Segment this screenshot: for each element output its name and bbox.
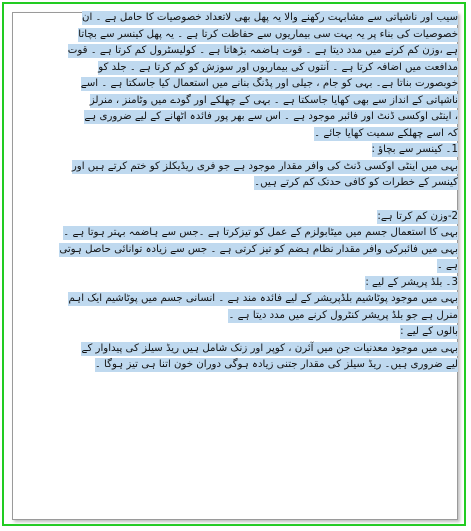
heading-text: بالوں کے لیے :: [400, 326, 458, 338]
text-line: [20, 308, 458, 325]
line-text: بہی میں موجود معدنیات جن میں آئرن ، کوپر اور زنک شامل ہیں ریڈ سیلز کی پیداوار کے: [81, 342, 458, 354]
section-heading-cancer: [20, 142, 458, 159]
line-text: خصوصیات کی بناء پر یہ بہت سی بیماریوں سے حفاظت کرتا ہے ۔ یہ پھل کینسر سے بچاتا: [78, 28, 458, 40]
text-line: [20, 43, 458, 60]
heading-text: 2-وزن کم کرتا ہے:: [377, 210, 458, 222]
line-text: بہی میں فائبرکی وافر مقدار نظام ہضم کو تیز کرتی ہے ۔ جس سے زیادہ توانائی حاصل ہوتی: [59, 243, 458, 255]
text-line: [20, 291, 458, 308]
line-text: بہی میں موجود پوٹاشیم بلڈپریشر کے لیے فائدہ مند ہے ۔ انسانی جسم میں پوٹاشیم ایک اہم: [68, 293, 458, 305]
heading-text: 3۔ بلڈ پریشر کے لیے :: [365, 276, 458, 288]
text-line: [20, 60, 458, 77]
text-line: [20, 225, 458, 242]
section-heading-blood-pressure: [20, 275, 458, 292]
line-text: مدافعت میں اضافہ کرتا ہے ۔ آنتوں کی بیماریوں اور سوزش کو کم کرتا ہے ۔ جلد کو: [98, 61, 458, 73]
line-text: ناشپاتی کے انداز سے بھی کھایا جاسکتا ہے ۔ بہی کے چھلکے اور گودے میں وٹامنز ، منرلز: [89, 94, 458, 106]
heading-text: 1۔ کینسر سے بچاؤ :: [371, 144, 458, 156]
line-text: کہ اسے چھلکے سمیت کھایا جائے ۔: [314, 127, 458, 139]
line-text: کینسر کے خطرات کو کافی حدتک کم کرتے ہیں۔: [254, 177, 458, 189]
text-line: [20, 341, 458, 358]
text-line: [20, 126, 458, 143]
line-text: سیب اور ناشپاتی سے مشابہت رکھنے والا یہ پھل بھی لاتعداد خصوصیات کا حامل ہے ۔ ان: [81, 12, 458, 23]
line-text: ، اینٹی اوکسی ڈنٹ اور فائبر موجود ہے ۔ اس سے بھر پور فائدہ اٹھانے کے لیے ضروری ہے: [84, 111, 458, 123]
blank-line: [20, 192, 458, 209]
text-line: [20, 175, 458, 192]
section-heading-weight: [20, 209, 458, 226]
line-text: لیے ضروری ہیں۔ ریڈ سیلز کی مقدار جتنی زیادہ ہوگی دوران خون اتنا ہی تیز ہوگا ۔: [94, 359, 458, 371]
text-line: [20, 10, 458, 27]
line-text: بہی میں اینٹی اوکسی ڈنٹ کی وافر مقدار موجود ہے جو فری ریڈیکلز کو ختم کرتے ہیں اور: [71, 160, 458, 172]
line-text: ہے ۔: [436, 260, 458, 272]
article-body: [20, 10, 458, 374]
line-text: خوبصورت بناتا ہے۔ بہی کو جام ، جیلی اور پڈنگ بنانے میں استعمال کیا جاسکتا ہے ۔ اسے: [80, 78, 458, 90]
line-text: بہی کا استعمال جسم میں میٹابولزم کے عمل کو تیزکرتا ہے ۔جس سے ہاضمہ بہتر ہوتا ہے ۔: [63, 227, 458, 239]
text-line: [20, 357, 458, 374]
section-heading-hair: [20, 324, 458, 341]
text-line: [20, 93, 458, 110]
text-line: [20, 258, 458, 275]
line-text: منرل ہے جو بلڈ پریشر کنٹرول کرنے میں مدد دیتا ہے ۔: [228, 309, 458, 321]
text-line: [20, 27, 458, 44]
text-line: [20, 76, 458, 93]
text-line: [20, 159, 458, 176]
text-line: [20, 109, 458, 126]
text-line: [20, 242, 458, 259]
line-text: ہے ،وزن کم کرنے میں مدد دیتا ہے ۔ قوت ہاضمہ بڑھاتا ہے ۔ کولیسٹرول کم کرتا ہے ۔ قوت: [67, 45, 458, 57]
